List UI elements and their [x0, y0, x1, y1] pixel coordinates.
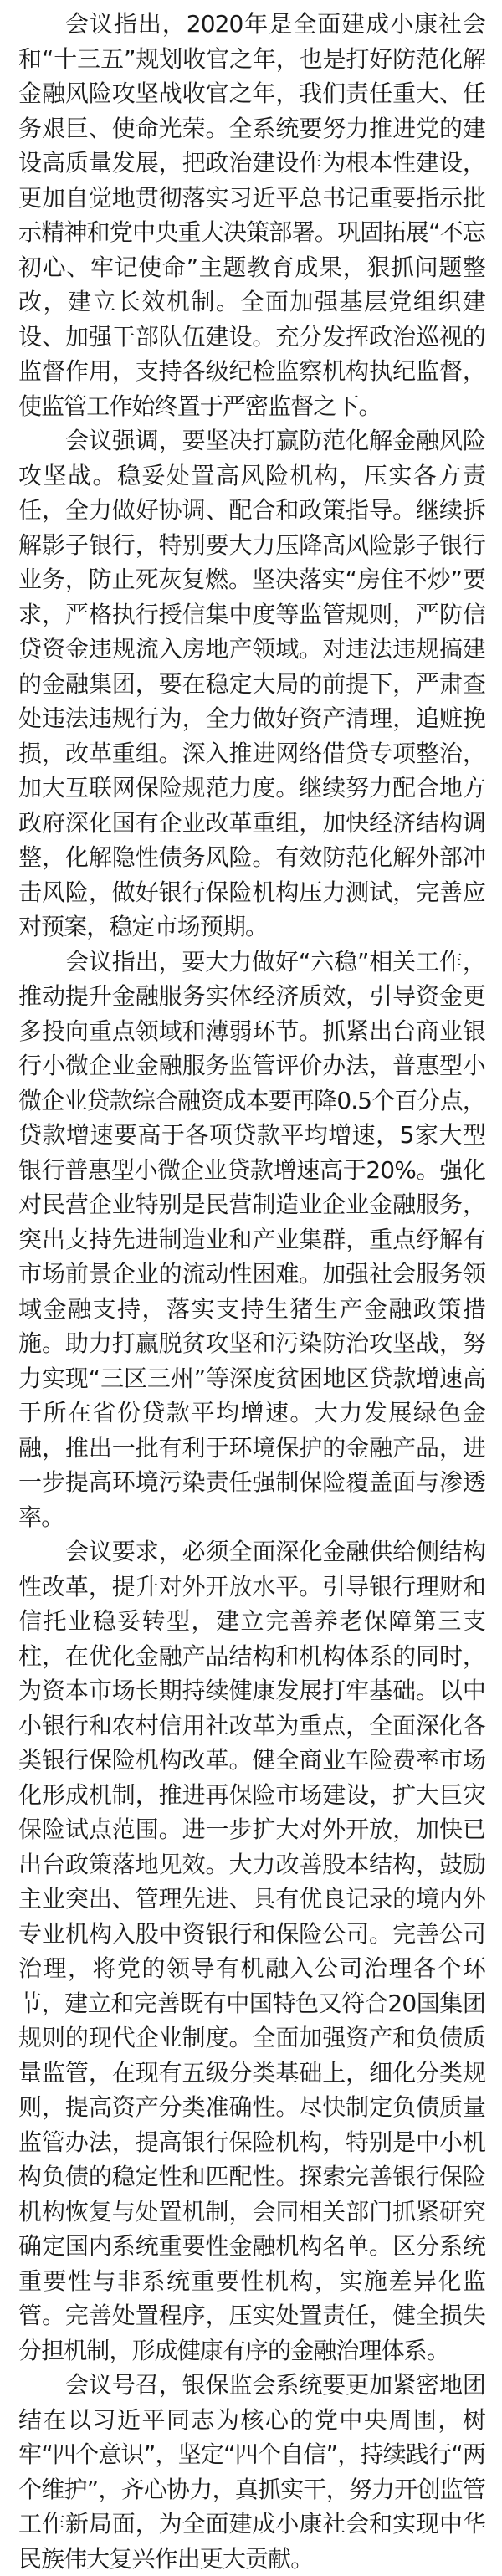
paragraph-5: 会议号召，银保监会系统要更加紧密地团结在以习近平同志为核心的党中央周围，树牢“四个意识”，坚定“四个自信”，持续践行“两个维护”，齐心协力，真抓实干，努力开创监管工作新局面，为全面建成小康社会和实现中华民族伟大复兴作出更大贡献。 — [18, 2371, 485, 2573]
article-body — [18, 7, 485, 2576]
paragraph-1: 会议指出，2020年是全面建成小康社会和“十三五”规划收官之年，也是打好防范化解金融风险攻坚战收官之年，我们责任重大、任务艰巨、使命光荣。全系统要努力推进党的建设高质量发展，把政治建设作为根本性建设，更加自觉地贯彻落实习近平总书记重要指示批示精神和党中央重大决策部署。巩固拓展“不忘初心、牢记使命”主题教育成果，狠抓问题整改，建立长效机制。全面加强基层党组织建设、加强干部队伍建设。充分发挥政治巡视的监督作用，支持各级纪检监察机构执纪监督，使监管工作始终置于严密监督之下。 — [18, 10, 485, 420]
paragraph-3: 会议指出，要大力做好“六稳”相关工作，推动提升金融服务实体经济质效，引导资金更多投向重点领域和薄弱环节。抓紧出台商业银行小微企业金融服务监管评价办法，普惠型小微企业贷款综合融资成本要再降0.5个百分点，贷款增速要高于各项贷款平均增速，5家大型银行普惠型小微企业贷款增速高于20%。强化对民营企业特别是民营制造业企业金融服务，突出支持先进制造业和产业集群，重点纾解有市场前景企业的流动性困难。加强社会服务领域金融支持，落实支持生猪生产金融政策措施。助力打赢脱贫攻坚和污染防治攻坚战，努力实现“三区三州”等深度贫困地区贷款增速高于所在省份贷款平均增速。大力发展绿色金融，推出一批有利于环境保护的金融产品，进一步提高环境污染责任强制保险覆盖面与渗透率。 — [18, 947, 485, 1531]
paragraph-2: 会议强调，要坚决打赢防范化解金融风险攻坚战。稳妥处置高风险机构，压实各方责任，全力做好协调、配合和政策指导。继续拆解影子银行，特别要大力压降高风险影子银行业务，防止死灰复燃。坚决落实“房住不炒”要求，严格执行授信集中度等监管规则，严防信贷资金违规流入房地产领域。对违法违规搞建的金融集团，要在稳定大局的前提下，严肃查处违法违规行为，全力做好资产清理，追赃挽损，改革重组。深入推进网络借贷专项整治，加大互联网保险规范力度。继续努力配合地方政府深化国有企业改革重组，加快经济结构调整，化解隐性债务风险。有效防范化解外部冲击风险，做好银行保险机构压力测试，完善应对预案，稳定市场预期。 — [18, 427, 485, 940]
paragraph-4: 会议要求，必须全面深化金融供给侧结构性改革，提升对外开放水平。引导银行理财和信托业稳妥转型，建立完善养老保障第三支柱，在优化金融产品结构和机构体系的同时，为资本市场长期持续健康发展打牢基础。以中小银行和农村信用社改革为重点，全面深化各类银行保险机构改革。健全商业车险费率市场化形成机制，推进再保险市场建设，扩大巨灾保险试点范围。进一步扩大对外开放，加快已出台政策落地见效。大力改善股本结构，鼓励主业突出、管理先进、具有优良记录的境内外专业机构入股中资银行和保险公司。完善公司治理，将党的领导有机融入公司治理各个环节，建立和完善既有中国特色又符合20国集团规则的现代企业制度。全面加强资产和负债质量监管，在现有五级分类基础上，细化分类规则，提高资产分类准确性。尽快制定负债质量监管办法，提高银行保险机构，特别是中小机构负债的稳定性和匹配性。探索完善银行保险机构恢复与处置机制，会同相关部门抓紧研究确定国内系统重要性金融机构名单。区分系统重要性与非系统重要性机构，实施差异化监管。完善处置程序，压实处置责任，健全损失分担机制，形成健康有序的金融治理体系。 — [18, 1538, 485, 2364]
